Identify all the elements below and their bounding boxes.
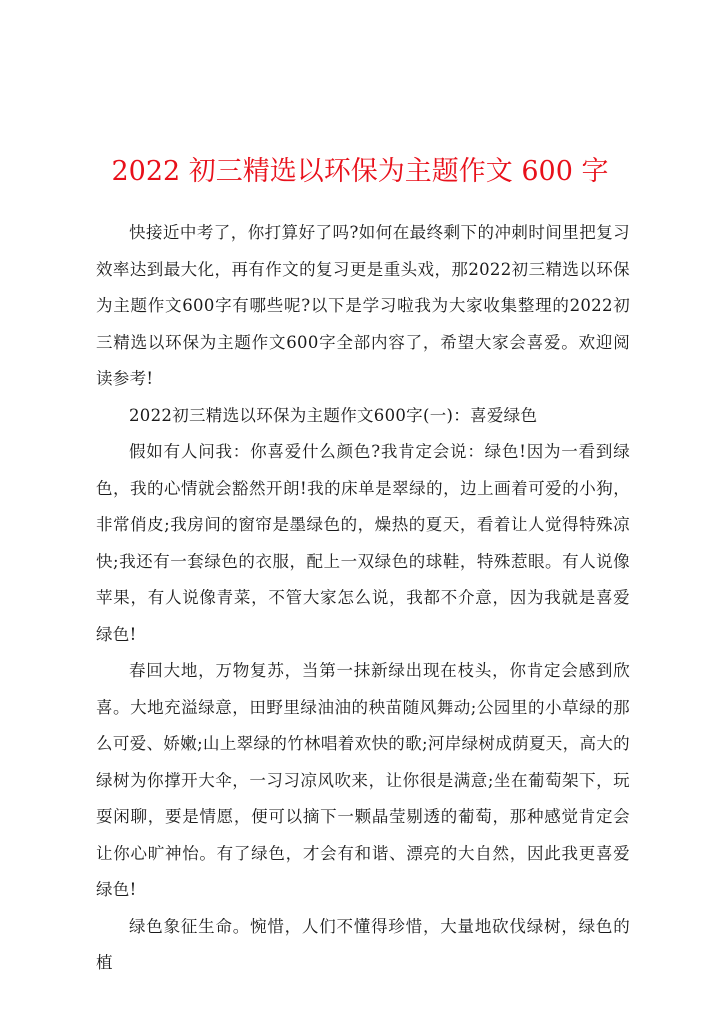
essay-subheading: 2022初三精选以环保为主题作文600字(一)：喜爱绿色 — [129, 405, 538, 425]
body-paragraph: 绿色象征生命。惋惜，人们不懂得珍惜，大量地砍伐绿树，绿色的植 — [96, 916, 630, 972]
body-paragraph: 春回大地，万物复苏，当第一抹新绿出现在枝头，你肯定会感到欣喜。大地充溢绿意，田野里绿油油的秧苗随风舞动;公园里的小草绿的那么可爱、娇嫩;山上翠绿的竹林唱着欢快的歌;河岸绿树成荫夏天，高大的绿树为你撑开大伞，一习习凉风吹来，让你很是满意;坐在葡萄架下，玩耍闲聊，要是情愿，便可以摘下一颗晶莹剔透的葡萄，那种感觉肯定会让你心旷神怡。有了绿色，才会有和谐、漂亮的大自然，因此我更喜爱绿色! — [96, 661, 630, 899]
intro-paragraph: 快接近中考了，你打算好了吗?如何在最终剩下的冲刺时间里把复习效率达到最大化，再有作文的复习更是重头戏，那2022初三精选以环保为主题作文600字有哪些呢?以下是学习啦我为大家收集整理的2022初三精选以环保为主题作文600字全部内容了，希望大家会喜爱。欢迎阅读参考! — [96, 223, 630, 388]
body-paragraph: 假如有人问我：你喜爱什么颜色?我肯定会说：绿色!因为一看到绿色，我的心情就会豁然开朗!我的床单是翠绿的，边上画着可爱的小狗，非常俏皮;我房间的窗帘是墨绿色的，燥热的夏天，看着让人觉得特殊凉快;我还有一套绿色的衣服，配上一双绿色的球鞋，特殊惹眼。有人说像苹果，有人说像青菜，不管大家怎么说，我都不介意，因为我就是喜爱绿色! — [96, 442, 630, 644]
document-title: 2022 初三精选以环保为主题作文 600 字 — [111, 156, 609, 187]
document-body — [96, 215, 630, 982]
